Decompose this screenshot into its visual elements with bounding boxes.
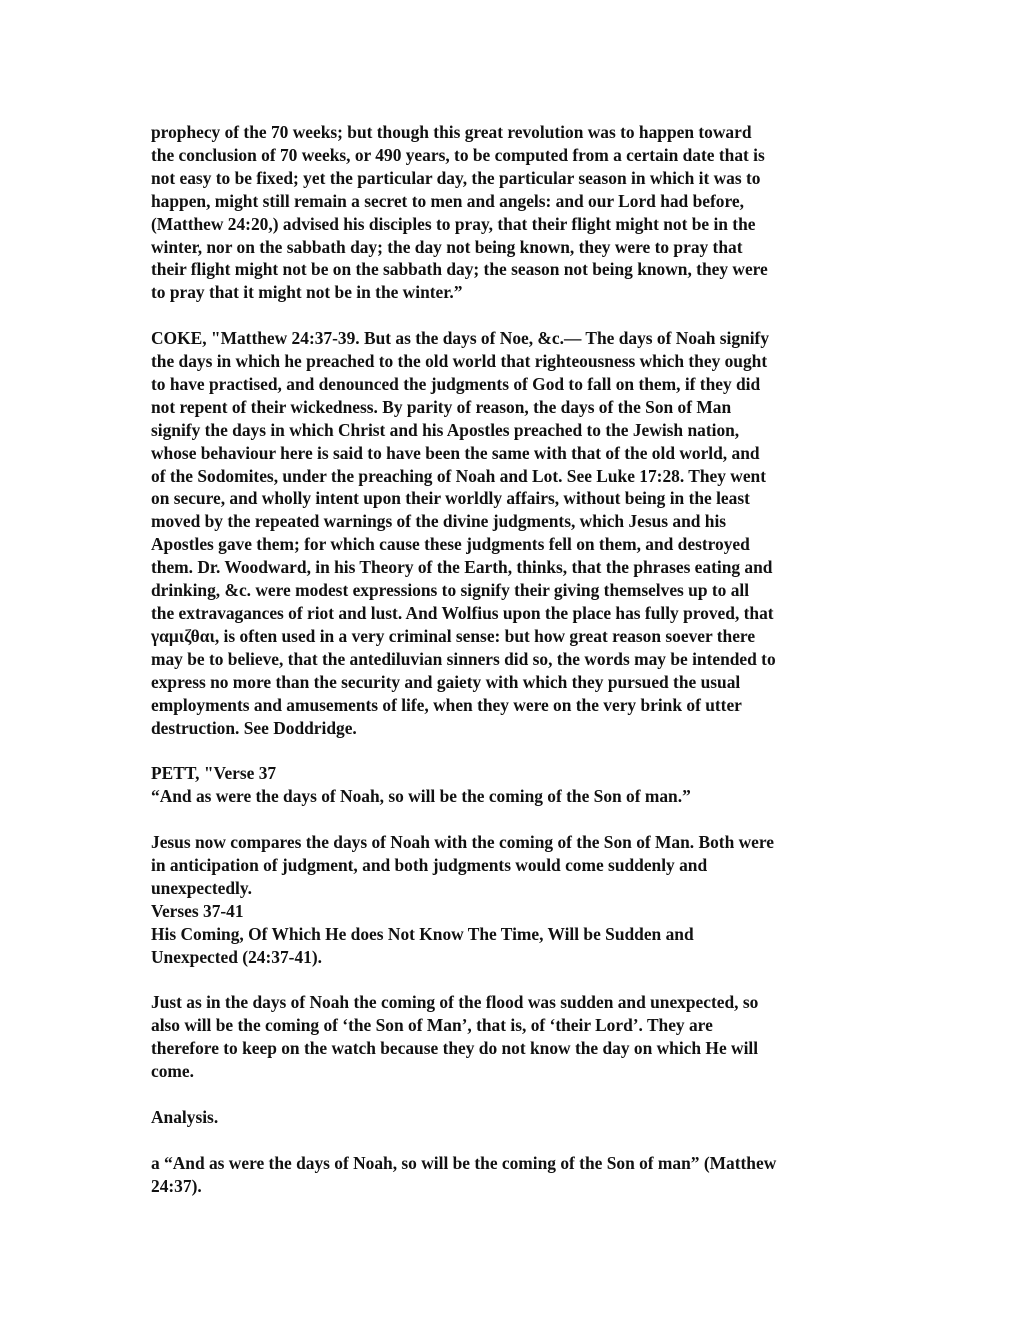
analysis-heading: Analysis.	[151, 1106, 219, 1127]
paragraph-prophecy: prophecy of the 70 weeks; but though this great revolution was to happen toward the conclusion of 70 weeks, or 490 years, to be computed from a certain date that is not easy to be fixed; yet the particular day, the particular season in which it was to happen, might still remain a secret to men and angels: and our Lord had before, (Matthew 24:20,) advised his disciples to pray, that their flight might not be in the winter, nor on the sabbath day; the day not being known, they were to pray that their flight might not be on the sabbath day; the season not being known, they were to pray that it might not be in the winter.”	[151, 122, 768, 303]
paragraph-jesus-compares: Jesus now compares the days of Noah with the coming of the Son of Man. Both were in anticipation of judgment, and both judgments would come suddenly and unexpectedly.	[151, 832, 775, 898]
paragraph-days-of-noah: Just as in the days of Noah the coming of the flood was sudden and unexpected, so also will be the coming of ‘the Son of Man’, that is, of ‘their Lord’. They are therefore to keep on the watch because they do not know the day on which He will come.	[151, 992, 759, 1082]
paragraph-pett-verse-37: PETT, "Verse 37 “And as were the days of Noah, so will be the coming of the Son of man.”	[151, 763, 691, 807]
paragraph-coke-commentary: COKE, "Matthew 24:37-39. But as the days of Noe, &c.— The days of Noah signify the days in which he preached to the old world that righteousness which they ought to have practised, and denounced the judgments of God to fall on them, if they did not repent of their wickedness. By parity of reason, the days of the Son of Man signify the days in which Christ and his Apostles preached to the Jewish nation, whose behaviour here is said to have been the same with that of the old world, and of the Sodomites, under the preaching of Noah and Lot. See Luke 17:28. They went on secure, and wholly intent upon their worldly affairs, without being in the least moved by the repeated warnings of the divine judgments, which Jesus and his Apostles gave them; for which cause these judgments fell on them, and destroyed them. Dr. Woodward, in his Theory of the Earth, thinks, that the phrases eating and drinking, &c. were modest expressions to signify their giving themselves up to all the extravagances of riot and lust. And Wolfius upon the place has fully proved, that γαμιζθαι, is often used in a very criminal sense: but how great reason soever there may be to believe, that the antediluvian sinners did so, the words may be intended to express no more than the security and gaiety with which they pursued the usual employments and amusements of life, when they were on the very brink of utter destruction. See Doddridge.	[151, 328, 776, 738]
document-page	[151, 121, 881, 1220]
analysis-item-a: a “And as were the days of Noah, so will be the coming of the Son of man” (Matthew 24:37).	[151, 1152, 777, 1196]
section-title: His Coming, Of Which He does Not Know The Time, Will be Sudden and Unexpected (24:37-41).	[151, 923, 694, 967]
verses-heading: Verses 37-41	[151, 900, 244, 921]
